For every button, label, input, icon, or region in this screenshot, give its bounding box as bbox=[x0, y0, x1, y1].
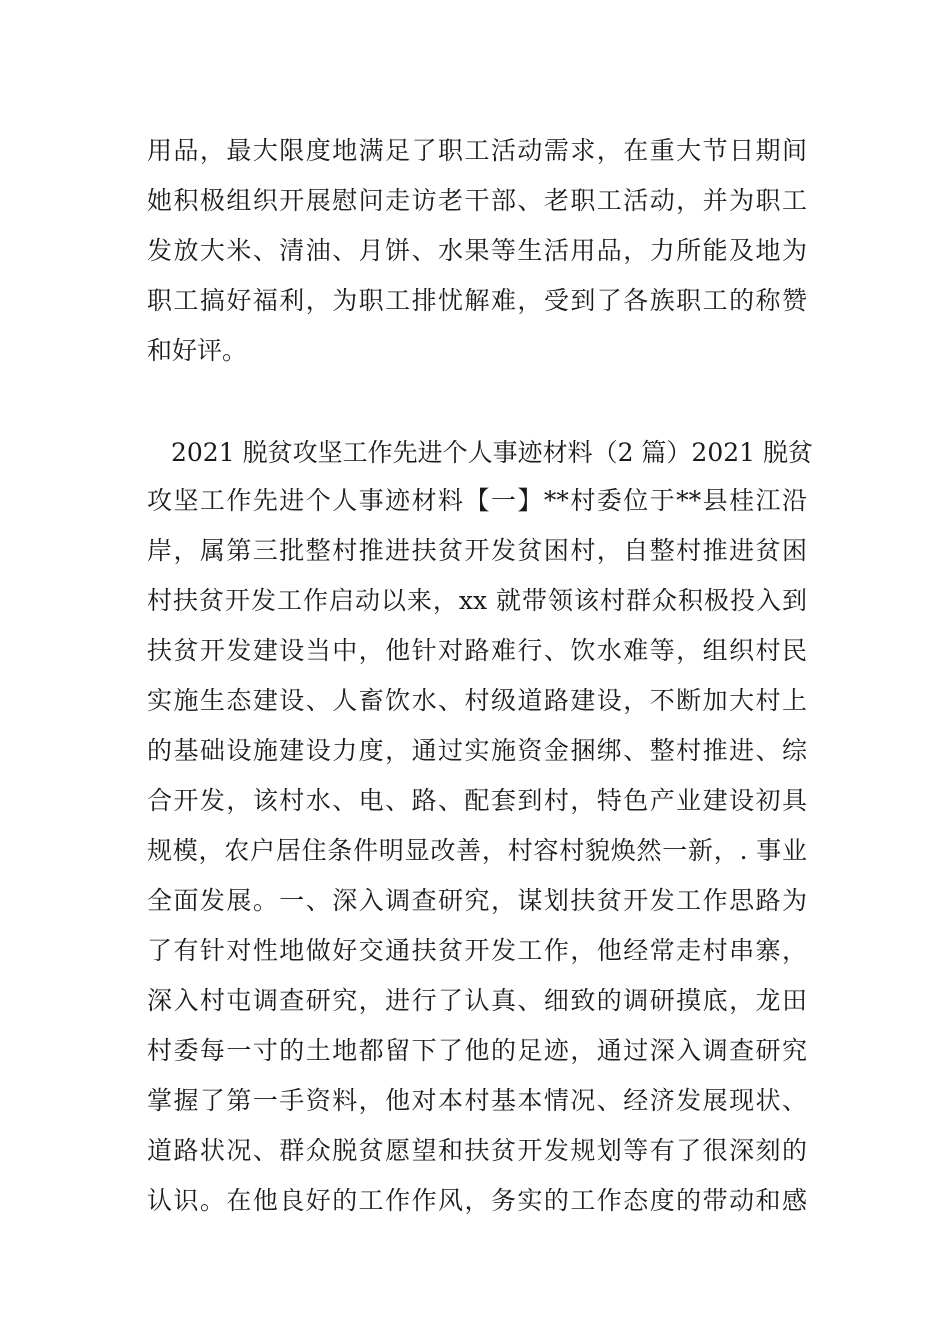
paragraph-2-line-7: 的基础设施建设力度，通过实施资金捆绑、整村推进、综 bbox=[147, 736, 807, 765]
paragraph-1-line-2: 她积极组织开展慰问走访老干部、老职工活动，并为职工 bbox=[147, 186, 807, 215]
paragraph-2-line-10: 全面发展。一、深入调查研究，谋划扶贫开发工作思路为 bbox=[147, 886, 807, 915]
paragraph-2-line-11: 了有针对性地做好交通扶贫开发工作，他经常走村串寨， bbox=[147, 936, 807, 965]
paragraph-2-line-3: 岸，属第三批整村推进扶贫开发贫困村，自整村推进贫困 bbox=[147, 536, 807, 565]
paragraph-2-line-14: 掌握了第一手资料，他对本村基本情况、经济发展现状、 bbox=[147, 1086, 807, 1115]
paragraph-2-line-5: 扶贫开发建设当中，他针对路难行、饮水难等，组织村民 bbox=[147, 636, 807, 665]
paragraph-2-line-1: 2021 脱贫攻坚工作先进个人事迹材料（2 篇）2021 脱贫 bbox=[171, 438, 813, 467]
paragraph-2-line-4: 村扶贫开发工作启动以来，xx 就带领该村群众积极投入到 bbox=[147, 586, 807, 615]
paragraph-1-line-4: 职工搞好福利，为职工排忧解难，受到了各族职工的称赞 bbox=[147, 286, 807, 315]
paragraph-2-line-13: 村委每一寸的土地都留下了他的足迹，通过深入调查研究 bbox=[147, 1036, 807, 1065]
paragraph-2-line-15: 道路状况、群众脱贫愿望和扶贫开发规划等有了很深刻的 bbox=[147, 1136, 807, 1165]
paragraph-2-line-12: 深入村屯调查研究，进行了认真、细致的调研摸底，龙田 bbox=[147, 986, 807, 1015]
paragraph-2-line-16: 认识。在他良好的工作作风，务实的工作态度的带动和感 bbox=[147, 1186, 807, 1215]
paragraph-2-line-2: 攻坚工作先进个人事迹材料【一】**村委位于**县桂江沿 bbox=[147, 486, 807, 515]
paragraph-2-line-8: 合开发，该村水、电、路、配套到村，特色产业建设初具 bbox=[147, 786, 807, 815]
paragraph-1-line-3: 发放大米、清油、月饼、水果等生活用品，力所能及地为 bbox=[147, 236, 807, 265]
paragraph-1-line-1: 用品，最大限度地满足了职工活动需求，在重大节日期间 bbox=[147, 136, 807, 165]
paragraph-1-line-5: 和好评。 bbox=[147, 336, 248, 365]
paragraph-2-line-9: 规模，农户居住条件明显改善，村容村貌焕然一新，. 事业 bbox=[147, 836, 807, 865]
paragraph-2-line-6: 实施生态建设、人畜饮水、村级道路建设，不断加大村上 bbox=[147, 686, 807, 715]
